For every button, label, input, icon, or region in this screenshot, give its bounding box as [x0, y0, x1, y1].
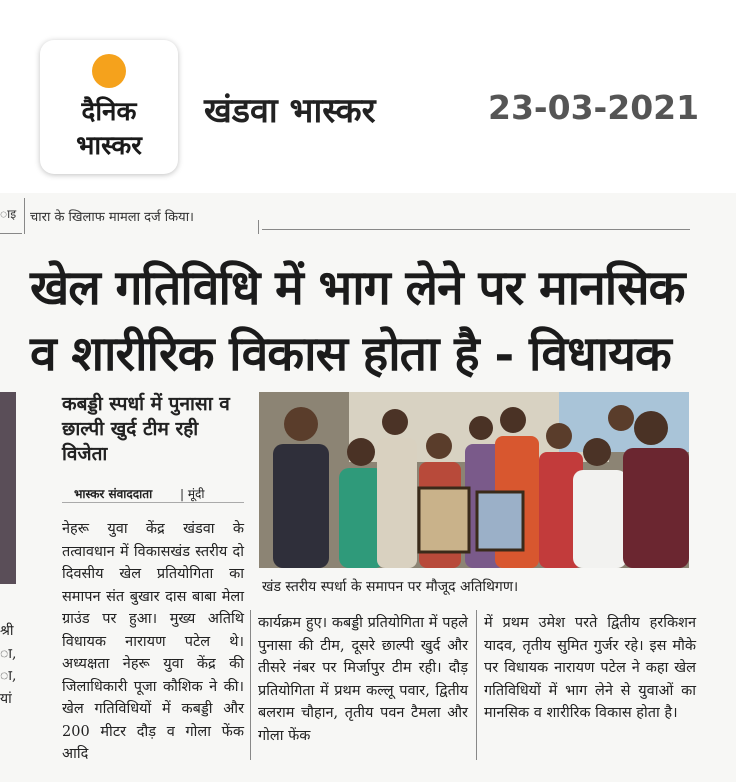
edition-title: खंडवा भास्कर — [204, 91, 376, 131]
subheadline: कबड्डी स्पर्धा में पुनासा व छाल्पी खुर्द टीम रही विजेता — [62, 393, 230, 465]
column-divider — [250, 610, 251, 760]
article-column-3: में प्रथम उमेश परते द्वितीय हरकिशन यादव, तृतीय सुमित गुर्जर रहे। इस मौके पर विधायक नारायण पटेल ने कहा खेल गतिविधियों में भाग लेने से युवाओं का मानसिक व शारीरिक विकास होता है। — [484, 615, 696, 721]
previous-story-snippet: चारा के खिलाफ मामला दर्ज किया। — [30, 210, 194, 225]
edition-date: 23-03-2021 — [488, 88, 700, 127]
divider — [24, 198, 25, 234]
sun-logo-icon — [92, 54, 126, 88]
divider — [0, 233, 22, 234]
left-column-fragment: ाइ — [0, 207, 17, 221]
event-photo — [259, 392, 689, 568]
article-column-1: नेहरू युवा केंद्र खंडवा के तत्वावधान में विकासखंड स्तरीय दो दिवसीय खेल प्रतियोगिता का समापन संत बुखार दास बाबा मेला ग्राउंड पर हुआ। मुख्य अतिथि विधायक नारायण पटेल थे। अध्यक्षता नेहरू युवा केंद्र की जिलाधिकारी पूजा कौशिक ने की। खेल गतिविधियों में कबड्डी और 200 मीटर दौड़ व गोला फेंक आदि — [62, 521, 244, 762]
divider — [262, 229, 690, 230]
left-fragment-line: यां — [0, 690, 12, 707]
left-fragment-line: ा, — [0, 645, 17, 662]
left-fragment-line: श्री — [0, 623, 14, 639]
column-divider — [476, 610, 477, 760]
left-fragment-line: ा, — [0, 668, 17, 684]
adjacent-photo-edge — [0, 392, 16, 584]
headline-line-2: व शारीरिक विकास होता है - विधायक — [30, 326, 671, 382]
logo-line-2: भास्कर — [76, 131, 142, 161]
photo-caption: खंड स्तरीय स्पर्धा के समापन पर मौजूद अतिथिगण। — [262, 579, 519, 595]
article-column-2: कार्यक्रम हुए। कबड्डी प्रतियोगिता में पहले पुनासा की टीम, दूसरे छाल्पी खुर्द और तीसरे नंबर पर मिर्जापुर टीम रही। दौड़ प्रतियोगिता में प्रथम कल्लू पवार, द्वितीय बलराम चौहान, तृतीय पवन टैमला और गोला फेंक — [258, 615, 468, 744]
byline: भास्कर संवाददाता — [74, 487, 153, 501]
left-column-fragments — [0, 620, 18, 710]
byline-location: | मूंदी — [180, 487, 205, 501]
logo-line-1: दैनिक — [81, 97, 137, 127]
dainik-bhaskar-logo[interactable] — [40, 40, 178, 174]
byline-rule — [62, 502, 244, 503]
divider — [258, 220, 259, 234]
headline-line-1: खेल गतिविधि में भाग लेने पर मानसिक — [30, 260, 685, 316]
event-photo-illustration — [259, 392, 689, 568]
